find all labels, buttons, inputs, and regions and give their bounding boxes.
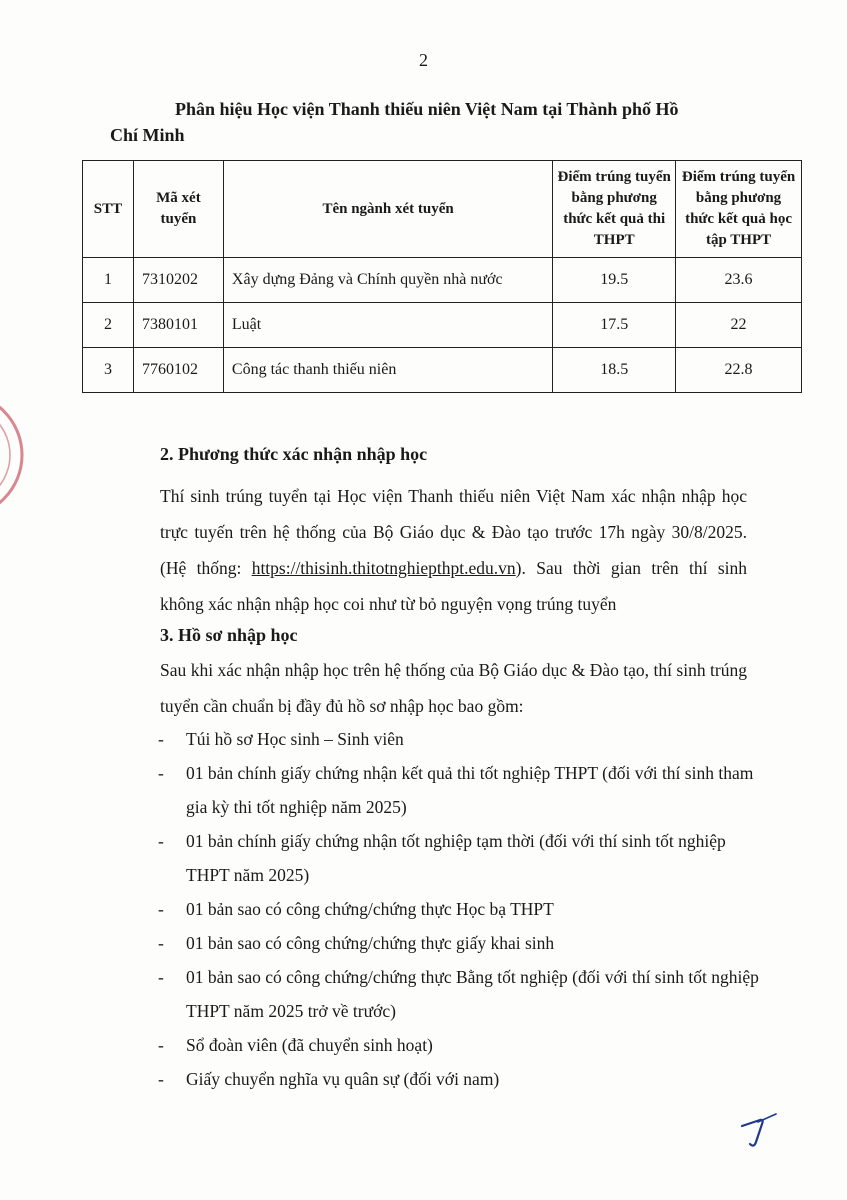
cell-ma: 7380101 [133, 303, 223, 348]
cell-thpt: 17.5 [553, 303, 676, 348]
list-item: - 01 bản sao có công chứng/chứng thực Học bạ THPT [158, 899, 554, 919]
registration-link[interactable]: https://thisinh.thitotnghiepthpt.edu.vn [251, 558, 516, 578]
page-title-line-1: Phân hiệu Học viện Thanh thiếu niên Việt Nam tại Thành phố Hồ [175, 99, 679, 119]
header-stt: STT [83, 161, 134, 258]
section-2-text-end: ). Sau thời gian trên thí sinh không xác nhận nhập học coi như từ bỏ nguyện vọng trúng tuyển [160, 558, 747, 614]
header-diem-thpt: Điểm trúng tuyển bằng phương thức kết quả thi THPT [553, 161, 676, 258]
table-row [83, 303, 802, 348]
cell-hoc-tap: 23.6 [676, 258, 802, 303]
table-row [83, 258, 802, 303]
list-item: - Sổ đoàn viên (đã chuyển sinh hoạt) [158, 1035, 433, 1055]
cell-thpt: 19.5 [553, 258, 676, 303]
section-3-intro-text: Sau khi xác nhận nhập học trên hệ thống của Bộ Giáo dục & Đào tạo, thí sinh trúng tuyển cần chuẩn bị đầy đủ hồ sơ nhập học bao gồm: [160, 660, 747, 716]
cell-ma: 7760102 [133, 348, 223, 393]
list-item: - 01 bản sao có công chứng/chứng thực giấy khai sinh [158, 933, 555, 953]
list-item: - Giấy chuyển nghĩa vụ quân sự (đối với nam) [158, 1069, 500, 1089]
page-number: 2 [419, 50, 428, 70]
cell-ma: 7310202 [133, 258, 223, 303]
cell-ten: Công tác thanh thiếu niên [223, 348, 552, 393]
cell-ten: Luật [223, 303, 552, 348]
list-item: - Túi hồ sơ Học sinh – Sinh viên [158, 729, 404, 749]
header-diem-hoc-tap: Điểm trúng tuyển bằng phương thức kết quả học tập THPT [676, 161, 802, 258]
list-item: - 01 bản chính giấy chứng nhận tốt nghiệp tạm thời (đối với thí sinh tốt nghiệp THPT năm 2025) [158, 831, 726, 885]
section-3-intro [122, 652, 747, 724]
header-ma-xet-tuyen: Mã xét tuyển [133, 161, 223, 258]
list-item: - 01 bản chính giấy chứng nhận kết quả thi tốt nghiệp THPT (đối với thí sinh tham gia kỳ thi tốt nghiệp năm 2025) [158, 763, 754, 817]
page-title [110, 96, 750, 148]
list-item: - 01 bản sao có công chứng/chứng thực Bằng tốt nghiệp (đối với thí sinh tốt nghiệp THPT năm 2025 trở về trước) [158, 967, 759, 1021]
document-checklist [140, 722, 760, 1096]
cell-hoc-tap: 22.8 [676, 348, 802, 393]
cell-hoc-tap: 22 [676, 303, 802, 348]
cell-stt: 2 [83, 303, 134, 348]
admission-scores-table [82, 160, 802, 393]
cell-ten: Xây dựng Đảng và Chính quyền nhà nước [223, 258, 552, 303]
cell-stt: 3 [83, 348, 134, 393]
cell-stt: 1 [83, 258, 134, 303]
cell-thpt: 18.5 [553, 348, 676, 393]
section-2-paragraph [122, 478, 747, 622]
page-title-line-2: Chí Minh [110, 125, 185, 145]
red-seal-stamp [0, 380, 40, 530]
handwritten-initial [736, 1112, 781, 1152]
table-header-row [83, 161, 802, 258]
section-2-text: Thí sinh trúng tuyển tại Học viện Thanh thiếu niên Việt Nam xác nhận nhập học trực tuyến trên hệ thống của Bộ Giáo dục & Đào tạo trước 17h ngày 30/8/2025. (Hệ thống: [160, 486, 747, 578]
table-row [83, 348, 802, 393]
section-3-title: 3. Hồ sơ nhập học [160, 625, 298, 645]
section-2-title: 2. Phương thức xác nhận nhập học [160, 444, 428, 464]
header-ten-nganh: Tên ngành xét tuyển [223, 161, 552, 258]
